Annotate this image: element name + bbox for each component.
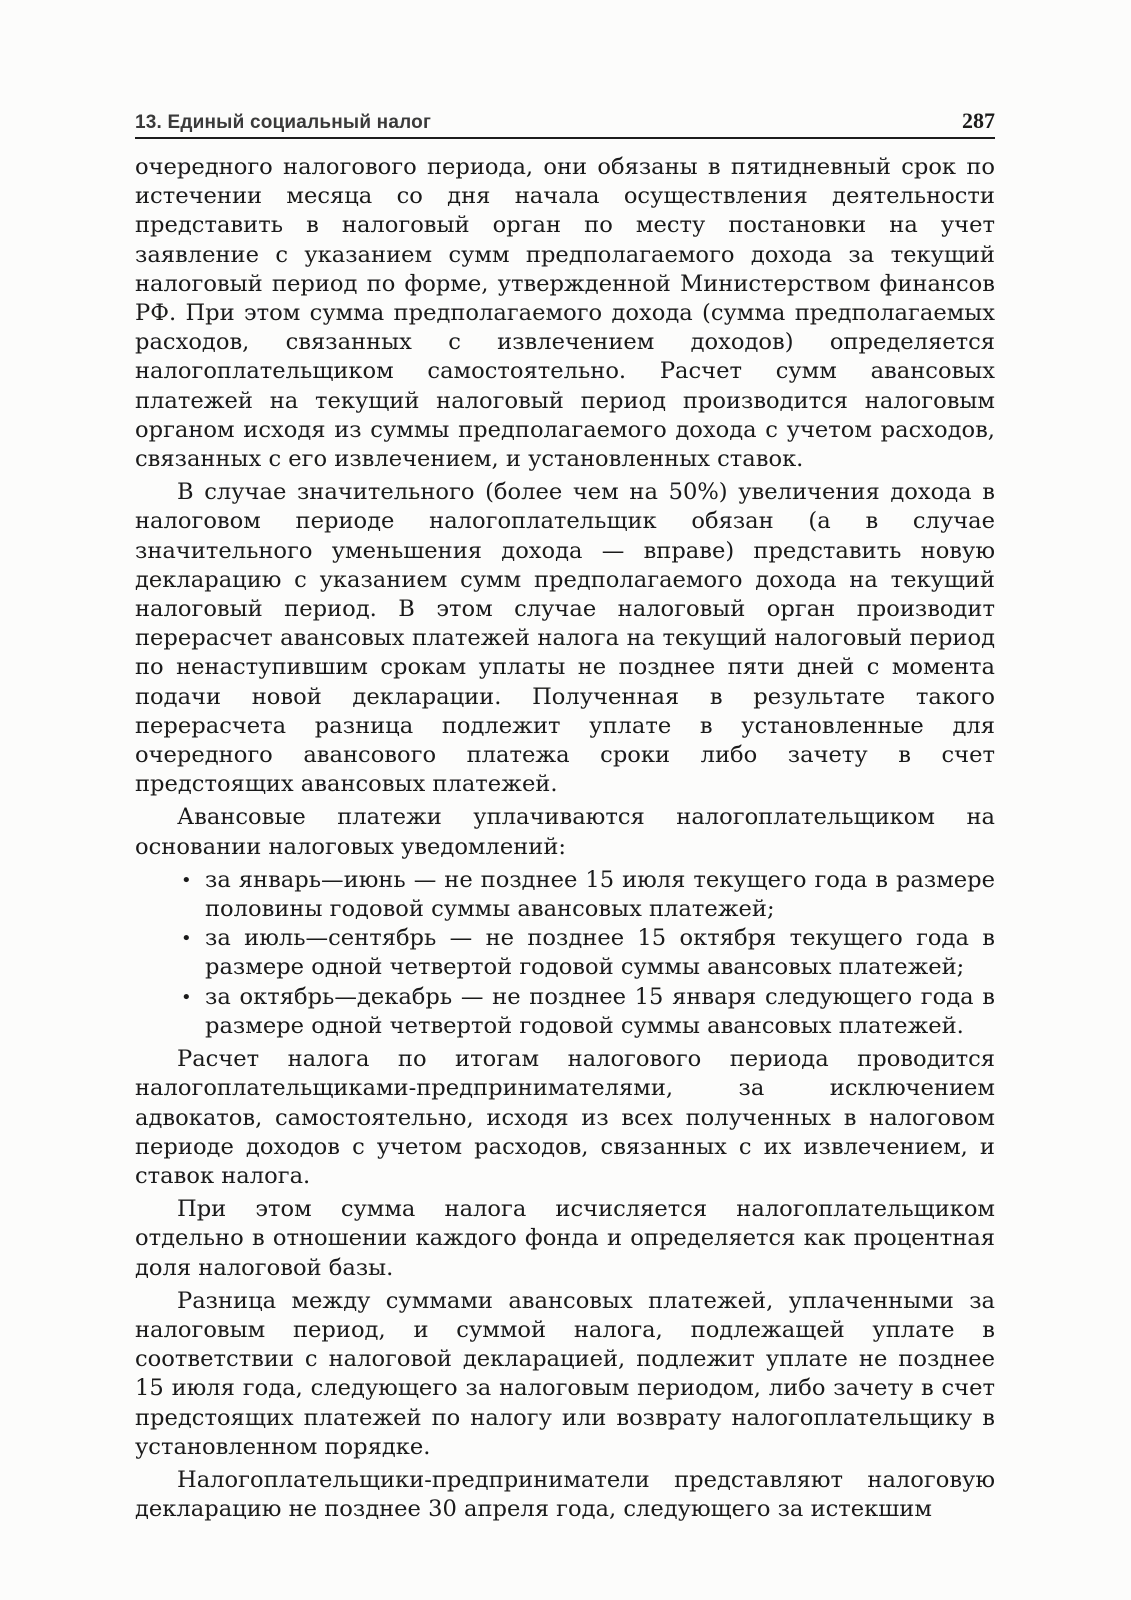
paragraph-2: В случае значительного (более чем на 50%) увеличения дохода в налоговом периоде налогоплательщик обязан (а в случае значительного уменьшения дохода — вправе) представить новую декларацию с указанием сумм предполагаемого дохода на текущий налоговый период. В этом случае налоговый орган производит перерасчет авансовых платежей налога на текущий налоговый период по ненаступившим срокам уплаты не позднее пяти дней с момента подачи новой декларации. Полученная в результате такого перерасчета разница подлежит уплате в установленные для очередного авансового платежа сроки либо зачету в счет предстоящих авансовых платежей. (135, 479, 995, 798)
list-item-text: за июль—сентябрь — не позднее 15 октября текущего года в размере одной четвертой годовой суммы авансовых платежей; (205, 925, 995, 981)
list-item (181, 983, 995, 1041)
paragraph-3: Авансовые платежи уплачиваются налогоплательщиком на основании налоговых уведомлений: (135, 804, 995, 860)
payment-schedule-list (135, 866, 995, 1041)
paragraph-5: При этом сумма налога исчисляется налогоплательщиком отдельно в отношении каждого фонда и определяется как процентная доля налоговой базы. (135, 1196, 995, 1281)
chapter-title: 13. Единый социальный налог (135, 112, 432, 133)
paragraph-1: очередного налогового периода, они обязаны в пятидневный срок по истечении месяца со дня начала осуществления деятельности представить в налоговый орган по месту постановки на учет заявление с указанием сумм предполагаемого дохода за текущий налоговый период по форме, утвержденной Министерством финансов РФ. При этом сумма предполагаемого дохода (сумма предполагаемых расходов, связанных с извлечением доходов) определяется налогоплательщиком самостоятельно. Расчет сумм авансовых платежей на текущий налоговый период производится налоговым органом исходя из суммы предполагаемого дохода с учетом расходов, связанных с его извлечением, и установленных ставок. (135, 154, 995, 473)
book-page (135, 108, 995, 1528)
bullet-icon: • (181, 986, 192, 1008)
paragraph-6: Разница между суммами авансовых платежей, уплаченными за налоговым период, и суммой налога, подлежащей уплате в соответствии с налоговой декларацией, подлежит уплате не позднее 15 июля года, следующего за налоговым периодом, либо зачету в счет предстоящих платежей по налогу или возврату налогоплательщику в установленном порядке. (135, 1287, 995, 1460)
paragraph-7: Налогоплательщики-предприниматели представляют налоговую декларацию не позднее 30 апреля года, следующего за истекшим (135, 1466, 995, 1523)
list-item-text: за октябрь—декабрь — не позднее 15 января следующего года в размере одной четвертой годовой суммы авансовых платежей. (205, 983, 995, 1039)
list-item-text: за январь—июнь — не позднее 15 июля текущего года в размере половины годовой суммы авансовых платежей; (205, 866, 995, 923)
bullet-icon: • (181, 869, 192, 891)
page-number: 287 (962, 108, 995, 133)
running-header (135, 108, 995, 139)
paragraph-4: Расчет налога по итогам налогового периода проводится налогоплательщиками-предпринимателями, за исключением адвокатов, самостоятельно, исходя из всех полученных в налоговом периоде доходов с учетом расходов, связанных с их извлечением, и ставок налога. (135, 1046, 995, 1189)
bullet-icon: • (181, 928, 192, 950)
body-text (135, 153, 995, 1524)
list-item (181, 924, 995, 982)
list-item (181, 866, 995, 924)
